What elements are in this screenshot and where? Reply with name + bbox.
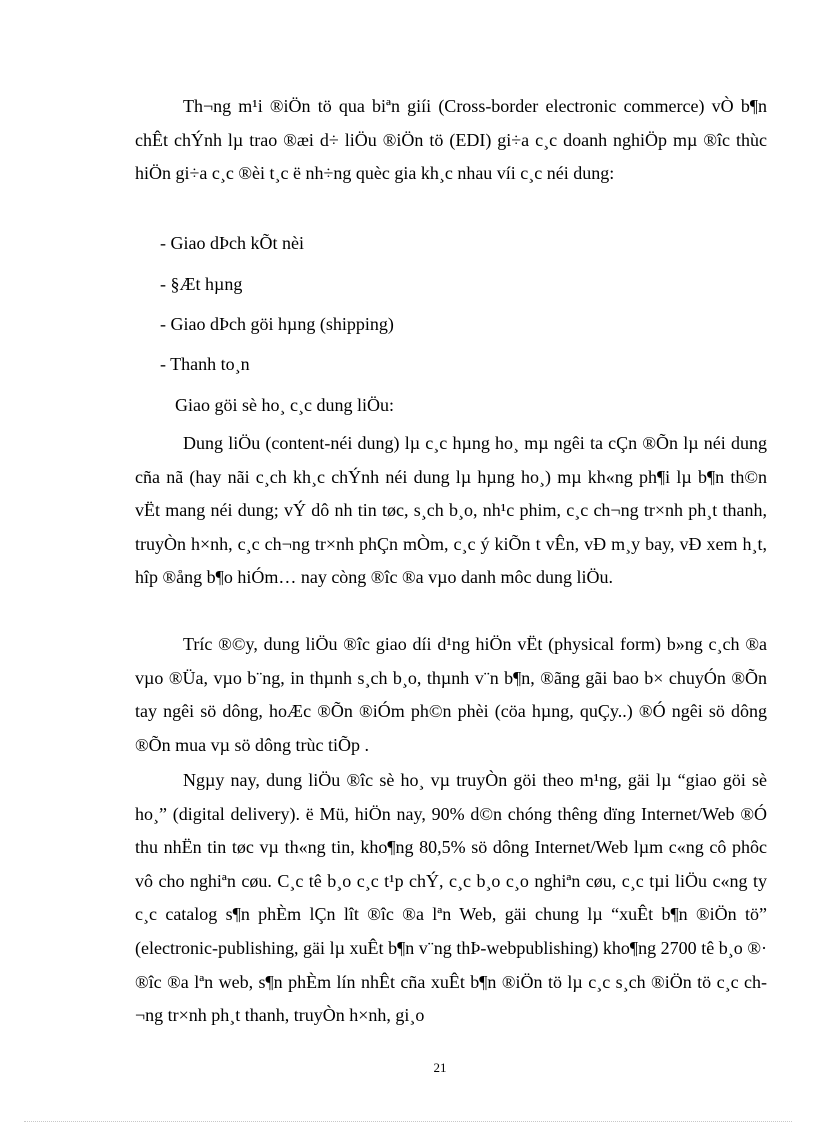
page-number: 21	[433, 1060, 447, 1075]
paragraph-physical-delivery: Tríc ®©y, dung liÖu ®îc giao díi d¹ng hiÖn vËt (physical form) b»ng c¸ch ®a vµo ®Üa, vµo b¨ng, in thµnh s¸ch b¸o, thµnh v¨n b¶n, ®ãng gãi bao b× chuyÓn ®Õn tay ngêi sö dông, hoÆc ®Õn ®iÓm ph©n phèi (cöa hµng, quÇy..) ®Ó ngêi sö dông ®Õn mua vµ sö dông trùc tiÕp .	[135, 634, 767, 755]
list-item-payment: - Thanh to¸n	[160, 354, 250, 374]
list-item-shipping: - Giao dÞch göi hµng (shipping)	[160, 314, 394, 334]
list-item-ordering: - §Æt hµng	[160, 274, 243, 294]
paragraph-digital-delivery-intro: Giao göi sè ho¸ c¸c dung liÖu:	[175, 395, 394, 415]
paragraph-content-definition: Dung liÖu (content-néi dung) lµ c¸c hµng ho¸ mµ ngêi ta cÇn ®Õn lµ néi dung cña nã (hay nãi c¸ch kh¸c chÝnh néi dung lµ hµng ho¸) mµ kh«ng ph¶i lµ b¶n th©n vËt mang néi dung; vÝ dô nh tin tøc, s¸ch b¸o, nh¹c phim, c¸c ch¬ng tr×nh ph¸t thanh, truyÒn h×nh, c¸c ch¬ng tr×nh phÇn mÒm, c¸c ý kiÕn t vÊn, vÐ m¸y bay, vÐ xem h¸t, hîp ®ång b¶o hiÓm… nay còng ®îc ®a vµo danh môc dung liÖu.	[135, 433, 767, 588]
page-bottom-divider	[24, 1121, 792, 1122]
paragraph-cross-border-commerce: Th¬ng m¹i ®iÖn tö qua biªn giíi (Cross-border electronic commerce) vÒ b¶n chÊt chÝnh lµ trao ®æi d÷ liÖu ®iÖn tö (EDI) gi÷a c¸c doanh nghiÖp mµ ®îc thùc hiÖn gi÷a c¸c ®èi t¸c ë nh÷ng quèc gia kh¸c nhau víi c¸c néi dung:	[135, 96, 767, 184]
paragraph-digital-delivery: Ngµy nay, dung liÖu ®îc sè ho¸ vµ truyÒn göi theo m¹ng, gäi lµ “giao göi sè ho¸” (digital delivery). ë Mü, hiÖn nay, 90% d©n chóng thêng dïng Internet/Web ®Ó thu nhËn tin tøc vµ th«ng tin, kho¶ng 80,5% sö dông Internet/Web lµm c«ng cô phôc vô cho nghiªn cøu. C¸c tê b¸o c¸c t¹p chÝ, c¸c b¸o c¸o nghiªn cøu, c¸c tµi liÖu c«ng ty c¸c catalog s¶n phÈm lÇn lît ®îc ®a lªn Web, gäi chung lµ “xuÊt b¶n ®iÖn tö” (electronic-publishing, gäi lµ xuÊt b¶n v¨ng thÞ-webpublishing) kho¶ng 2700 tê b¸o ®· ®îc ®a lªn web, s¶n phÈm lín nhÊt cña xuÊt b¶n ®iÖn tö lµ c¸c s¸ch ®iÖn tö c¸c ch¬ng tr×nh ph¸t thanh, truyÒn h×nh, gi¸o	[135, 770, 767, 1026]
list-item-connection-transaction: - Giao dÞch kÕt nèi	[160, 233, 304, 253]
